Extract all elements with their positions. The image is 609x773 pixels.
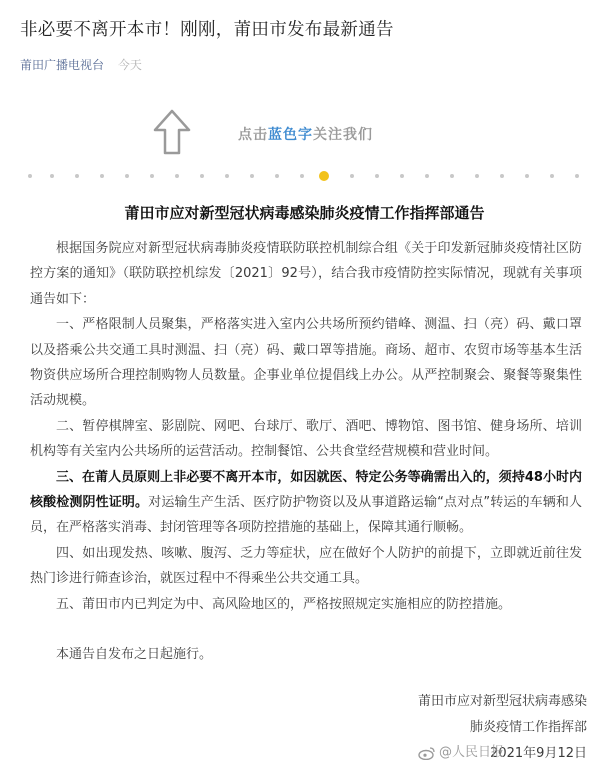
notice-item-4: 四、如出现发热、咳嗽、腹泻、乏力等症状，应在做好个人防护的前提下，立即就近前往发热门诊进行筛查诊治，就医过程中不得乘坐公共交通工具。 [30, 545, 582, 587]
divider-dot [100, 174, 104, 178]
divider-dot [150, 174, 154, 178]
divider-dot [425, 174, 429, 178]
notice-body [30, 236, 582, 668]
article-title: 非必要不离开本市！刚刚，莆田市发布最新通告 [20, 20, 394, 40]
watermark-text: @人民日报 [439, 745, 505, 760]
up-arrow-icon [152, 108, 192, 156]
article-meta [20, 56, 142, 73]
follow-banner[interactable] [152, 108, 462, 156]
divider-dot [75, 174, 79, 178]
notice-item-3-rest: 对运输生产生活、医疗防护物资以及从事道路运输“点对点”转运的车辆和人员，在严格落实消毒、封闭管理等各项防控措施的基础上，保障其通行顺畅。 [30, 495, 582, 536]
signature-date: 2021年9月12日 [490, 746, 587, 761]
divider-dot [175, 174, 179, 178]
divider-dot [28, 174, 32, 178]
follow-prompt-blue: 蓝色字 [268, 127, 313, 143]
divider-dot [575, 174, 579, 178]
follow-prompt [238, 124, 373, 144]
divider-dot [300, 174, 304, 178]
signature-line-2: 肺炎疫情工作指挥部 [469, 720, 587, 735]
notice-item-3-bold: 三、在莆人员原则上非必要不离开本市，如因就医、特定公务等确需出入的，须持48小时内核酸检测阴性证明。 [30, 469, 582, 511]
divider-dot [350, 174, 354, 178]
notice-intro: 根据国务院应对新型冠状病毒肺炎疫情联防联控机制综合组《关于印发新冠肺炎疫情社区防控方案的通知》（联防联控机综发〔2021〕92号），结合我市疫情防控实际情况，现就有关事项通告如下： [30, 241, 582, 307]
weibo-icon [418, 746, 436, 760]
divider-dot [225, 174, 229, 178]
divider-dot [375, 174, 379, 178]
follow-prompt-prefix: 点击 [238, 127, 268, 143]
notice-item-5: 五、莆田市内已判定为中、高风险地区的，严格按照规定实施相应的防控措施。 [56, 596, 512, 612]
divider-dot [550, 174, 554, 178]
divider-dot [125, 174, 129, 178]
divider-dot [250, 174, 254, 178]
divider-dot-highlight [319, 171, 329, 181]
notice-heading: 莆田市应对新型冠状病毒感染肺炎疫情工作指挥部通告 [124, 204, 485, 222]
publish-date: 今天 [117, 58, 142, 72]
notice-item-1: 一、严格限制人员聚集，严格落实进入室内公共场所预约错峰、测温、扫（亮）码、戴口罩以及搭乘公共交通工具时测温、扫（亮）码、戴口罩等措施。商场、超市、农贸市场等基本生活物资供应场所合理控制购物人员数量。企事业单位提倡线上办公。从严控制聚会、聚餐等聚集性活动规模。 [30, 317, 582, 409]
divider-dot [450, 174, 454, 178]
divider-dot [275, 174, 279, 178]
paragraph-spacer [30, 617, 582, 642]
divider-dot [475, 174, 479, 178]
divider-dot [500, 174, 504, 178]
divider-dot [400, 174, 404, 178]
divider-dot [525, 174, 529, 178]
notice-closing: 本通告自发布之日起施行。 [56, 647, 213, 663]
dot-divider [30, 171, 578, 181]
account-name-link[interactable]: 莆田广播电视台 [20, 58, 105, 72]
divider-dot [50, 174, 54, 178]
divider-dot [200, 174, 204, 178]
notice-item-2: 二、暂停棋牌室、影剧院、网吧、台球厅、歌厅、酒吧、博物馆、图书馆、健身场所、培训机构等有关室内公共场所的运营活动。控制餐馆、公共食堂经营规模和营业时间。 [30, 418, 582, 460]
weibo-watermark [418, 741, 504, 760]
follow-prompt-suffix: 关注我们 [313, 127, 373, 143]
signature-line-1: 莆田市应对新型冠状病毒感染 [417, 694, 587, 709]
notice-item-3 [30, 465, 582, 541]
